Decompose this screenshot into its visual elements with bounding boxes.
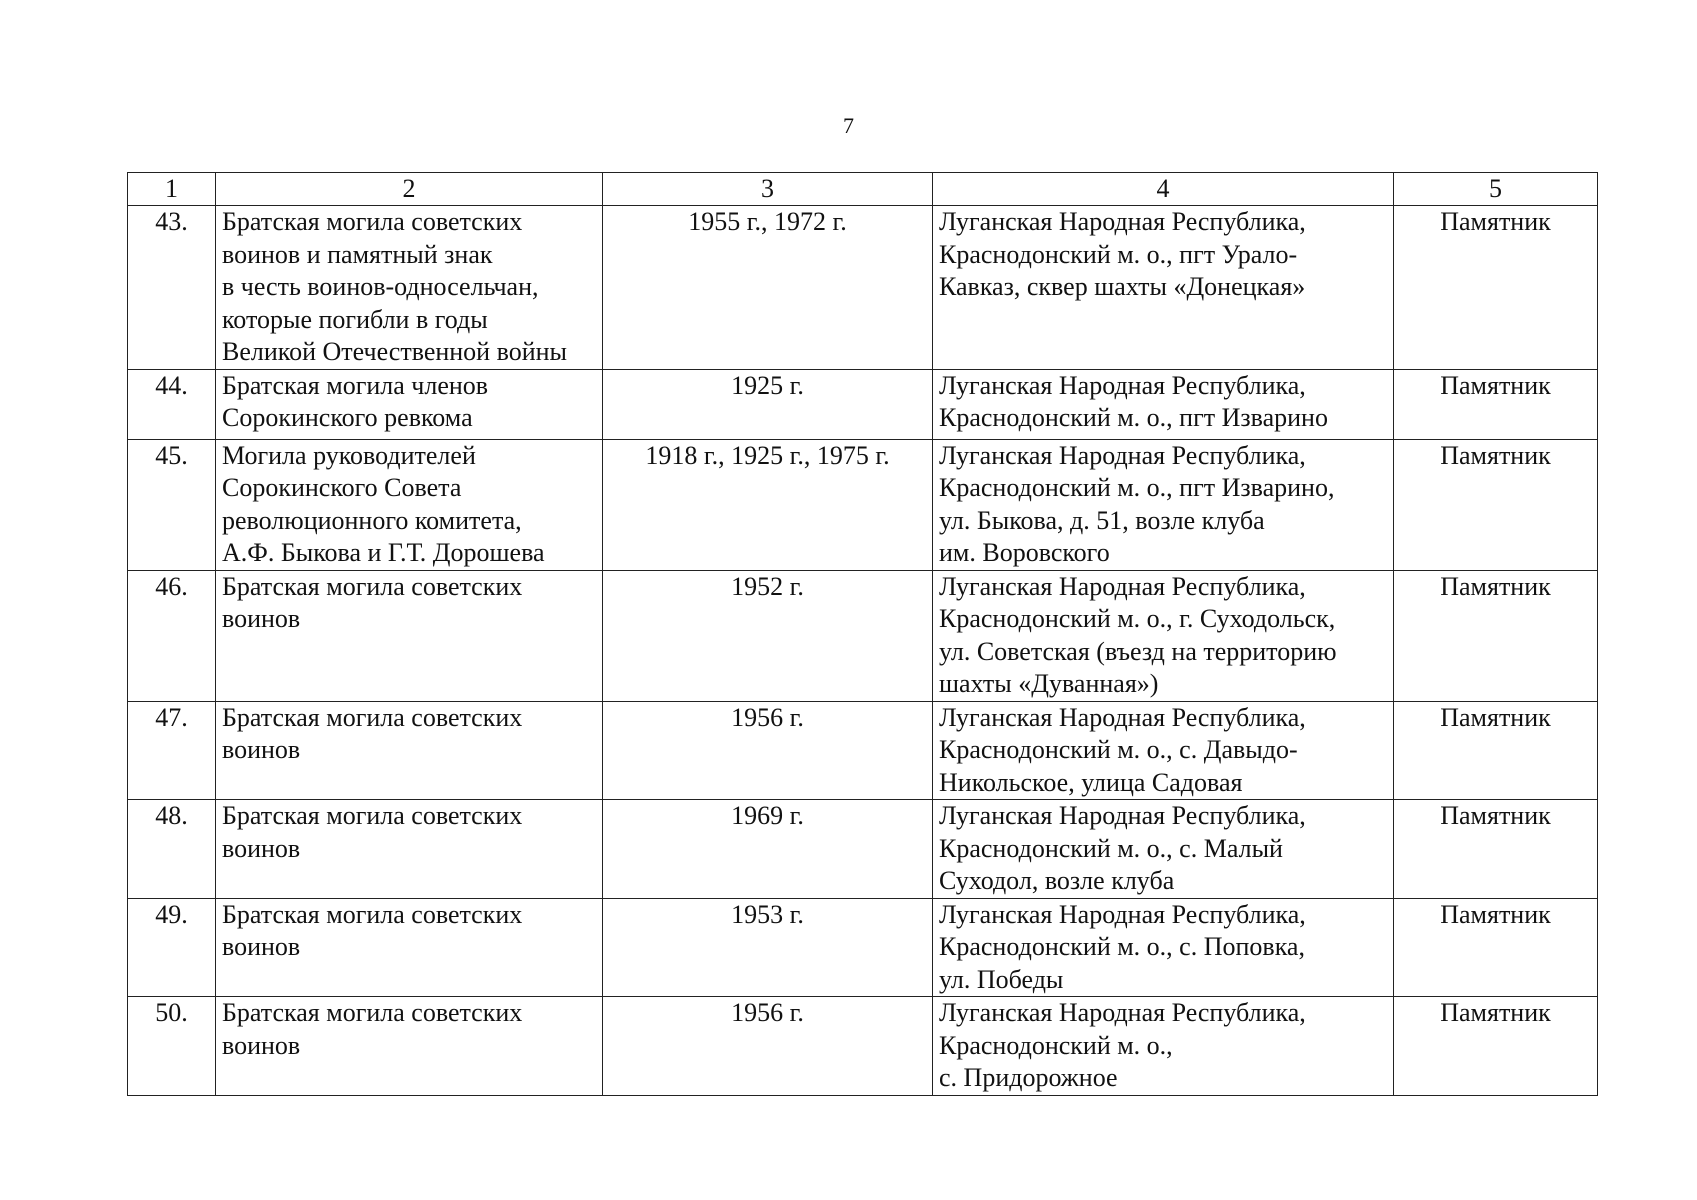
object-category: Памятник — [1394, 800, 1598, 899]
object-address-line: шахты «Дуванная») — [939, 669, 1159, 698]
object-category: Памятник — [1394, 206, 1598, 370]
object-name-line: Братская могила советских — [222, 998, 523, 1027]
object-date: 1969 г. — [603, 800, 933, 899]
table-row — [128, 701, 1598, 800]
object-date: 1956 г. — [603, 701, 933, 800]
header-col-3: 3 — [603, 173, 933, 206]
object-name — [216, 570, 603, 701]
object-name-line: воинов — [222, 833, 301, 863]
row-number: 44. — [128, 369, 216, 439]
object-name-line: воинов — [222, 604, 301, 633]
table-row — [128, 800, 1598, 899]
row-number: 43. — [128, 206, 216, 370]
header-col-4: 4 — [933, 173, 1394, 206]
object-category: Памятник — [1394, 369, 1598, 439]
row-number: 45. — [128, 439, 216, 570]
object-name — [216, 997, 603, 1096]
object-address-line: Краснодонский м. о., с. Давыдо- — [939, 735, 1298, 764]
header-row — [128, 173, 1598, 206]
object-name-line: революционного комитета, — [222, 505, 522, 535]
table-row — [128, 439, 1598, 570]
object-date: 1956 г. — [603, 997, 933, 1096]
object-address-line: Краснодонский м. о., с. Малый — [939, 833, 1283, 863]
object-address — [933, 206, 1394, 370]
object-address-line: Луганская Народная Республика, — [939, 370, 1306, 400]
object-name-line: Сорокинского ревкома — [222, 403, 473, 432]
object-address — [933, 369, 1394, 439]
object-date: 1955 г., 1972 г. — [603, 206, 933, 370]
object-address-line: Краснодонский м. о., с. Поповка, — [939, 932, 1305, 961]
object-address-line: Краснодонский м. о., пгт Изварино, — [939, 473, 1335, 502]
object-address — [933, 997, 1394, 1096]
object-name-line: Братская могила членов — [222, 370, 489, 400]
object-name-line: Братская могила советских — [222, 702, 523, 732]
object-name-line: Великой Отечественной войны — [222, 337, 567, 366]
object-name-line: Братская могила советских — [222, 899, 523, 929]
object-name — [216, 439, 603, 570]
object-address-line: им. Воровского — [939, 538, 1110, 567]
object-name — [216, 206, 603, 370]
object-name-line: Братская могила советских — [222, 207, 523, 236]
header-col-1: 1 — [128, 173, 216, 206]
object-date: 1918 г., 1925 г., 1975 г. — [603, 439, 933, 570]
object-address-line: Луганская Народная Республика, — [939, 571, 1306, 601]
object-address-line: Краснодонский м. о., пгт Изварино — [939, 403, 1328, 432]
object-name-line: Братская могила советских — [222, 571, 523, 601]
object-address-line: Луганская Народная Республика, — [939, 801, 1306, 830]
table-row — [128, 369, 1598, 439]
table-header — [128, 173, 1598, 206]
object-date: 1953 г. — [603, 898, 933, 997]
object-address-line: Краснодонский м. о., пгт Урало- — [939, 239, 1298, 269]
object-name — [216, 701, 603, 800]
object-address-line: с. Придорожное — [939, 1063, 1118, 1092]
object-name-line: воинов — [222, 1030, 301, 1060]
object-address-line: ул. Быкова, д. 51, возле клуба — [939, 505, 1265, 535]
object-address — [933, 439, 1394, 570]
header-col-2: 2 — [216, 173, 603, 206]
object-address — [933, 898, 1394, 997]
object-category: Памятник — [1394, 898, 1598, 997]
row-number: 47. — [128, 701, 216, 800]
object-name-line: воинов и памятный знак — [222, 239, 493, 269]
object-address — [933, 800, 1394, 899]
object-name-line: Братская могила советских — [222, 801, 523, 830]
row-number: 49. — [128, 898, 216, 997]
object-category: Памятник — [1394, 570, 1598, 701]
object-address-line: ул. Победы — [939, 964, 1064, 994]
object-name-line: воинов — [222, 932, 301, 961]
object-address-line: Луганская Народная Республика, — [939, 702, 1306, 732]
object-name — [216, 369, 603, 439]
monuments-table — [127, 172, 1598, 1096]
row-number: 46. — [128, 570, 216, 701]
table-body — [128, 206, 1598, 1096]
object-address — [933, 701, 1394, 800]
table-row — [128, 570, 1598, 701]
object-name-line: А.Ф. Быкова и Г.Т. Дорошева — [222, 538, 545, 567]
page-number: 7 — [843, 113, 854, 138]
object-category: Памятник — [1394, 997, 1598, 1096]
table-row — [128, 206, 1598, 370]
object-name-line: в честь воинов-односельчан, — [222, 272, 539, 301]
object-address-line: Краснодонский м. о., — [939, 1030, 1173, 1060]
table-row — [128, 997, 1598, 1096]
object-address-line: Луганская Народная Республика, — [939, 440, 1306, 470]
object-name-line: Могила руководителей — [222, 440, 476, 470]
object-address-line: Никольское, улица Садовая — [939, 767, 1243, 797]
object-date: 1952 г. — [603, 570, 933, 701]
object-category: Памятник — [1394, 439, 1598, 570]
object-address-line: ул. Советская (въезд на территорию — [939, 636, 1337, 666]
object-address — [933, 570, 1394, 701]
object-category: Памятник — [1394, 701, 1598, 800]
object-address-line: Кавказ, сквер шахты «Донецкая» — [939, 272, 1306, 301]
object-name-line: воинов — [222, 735, 301, 764]
object-address-line: Суходол, возле клуба — [939, 866, 1175, 895]
object-name — [216, 898, 603, 997]
table-row — [128, 898, 1598, 997]
object-address-line: Луганская Народная Республика, — [939, 998, 1306, 1027]
header-col-5: 5 — [1394, 173, 1598, 206]
row-number: 50. — [128, 997, 216, 1096]
object-address-line: Луганская Народная Республика, — [939, 899, 1306, 929]
object-address-line: Луганская Народная Республика, — [939, 207, 1306, 236]
object-address-line: Краснодонский м. о., г. Суходольск, — [939, 604, 1336, 633]
row-number: 48. — [128, 800, 216, 899]
object-name-line: которые погибли в годы — [222, 304, 488, 334]
object-name-line: Сорокинского Совета — [222, 473, 462, 502]
object-date: 1925 г. — [603, 369, 933, 439]
object-name — [216, 800, 603, 899]
